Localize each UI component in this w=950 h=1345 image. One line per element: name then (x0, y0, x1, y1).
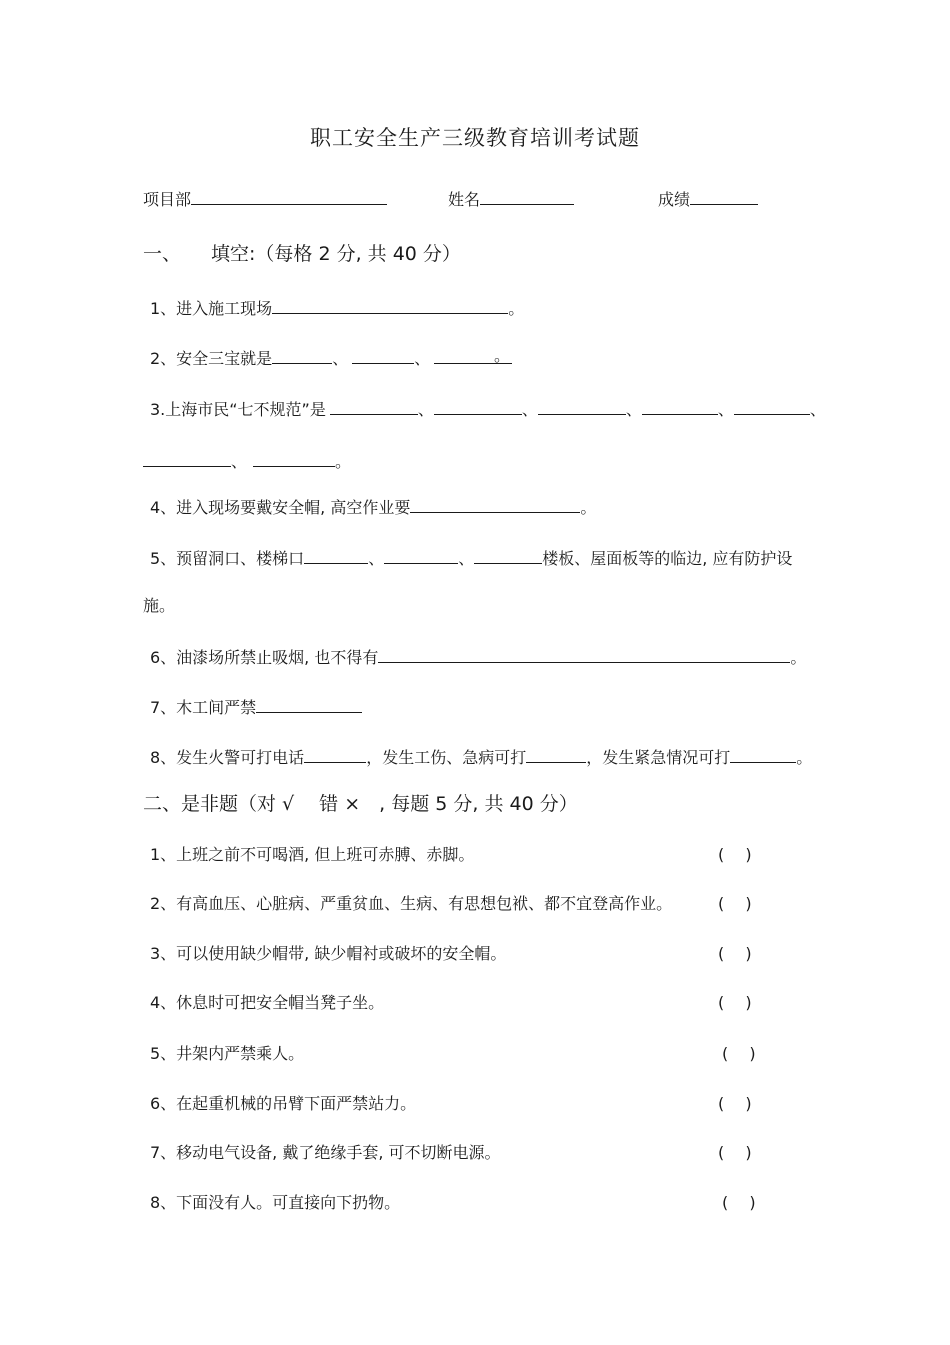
q2-sep: 、 (414, 349, 431, 368)
q4-end: 。 (580, 498, 597, 517)
q3-sep: 、 (521, 400, 538, 419)
q3-blank-1[interactable] (330, 397, 418, 415)
q1-text: 1、进入施工现场 (150, 299, 273, 318)
fill-question-7 (150, 695, 362, 718)
tf-answer-5[interactable]: ( ) (722, 1044, 756, 1063)
tf-question-4: 4、休息时可把安全帽当凳子坐。 (150, 993, 385, 1012)
q3-sep: 、 (625, 400, 642, 419)
q8-blank-3[interactable] (730, 745, 796, 763)
tf-answer-8[interactable]: ( ) (722, 1193, 756, 1212)
q2-blank-2[interactable] (352, 346, 414, 364)
q3-end: 。 (335, 452, 352, 471)
q1-blank[interactable] (272, 296, 508, 314)
q8-text-2: ，发生工伤、急病可打 (366, 748, 527, 767)
q3-text: 3.上海市民“七不规范”是 (150, 400, 326, 419)
q3-blank-7[interactable] (253, 449, 335, 467)
name-field (448, 187, 574, 210)
q3-blank-5[interactable] (734, 397, 810, 415)
q3-sep: 、 (717, 400, 734, 419)
q6-end: 。 (790, 648, 807, 667)
q6-blank[interactable] (378, 645, 790, 663)
name-label: 姓名 (448, 190, 481, 209)
fill-question-2 (150, 346, 512, 369)
q5-blank-1[interactable] (304, 546, 368, 564)
section1-number: 一、 (143, 243, 182, 265)
q3-blank-4[interactable] (642, 397, 718, 415)
q7-blank[interactable] (256, 695, 362, 713)
q8-blank-1[interactable] (304, 745, 366, 763)
q4-blank[interactable] (410, 495, 580, 513)
project-blank[interactable] (191, 187, 387, 205)
tf-question-8: 8、下面没有人。可直接向下扔物。 (150, 1193, 401, 1212)
q5-text-2: 楼板、屋面板等的临边, 应有防护设 (542, 549, 793, 568)
fill-question-4 (150, 495, 596, 518)
q5-blank-2[interactable] (384, 546, 458, 564)
q3-blank-3[interactable] (538, 397, 626, 415)
score-label: 成绩 (658, 190, 691, 209)
tf-answer-2[interactable]: ( ) (718, 894, 752, 913)
fill-question-3-cont (143, 449, 351, 472)
tf-question-6: 6、在起重机械的吊臂下面严禁站力。 (150, 1094, 417, 1113)
q8-text: 8、发生火警可打电话 (150, 748, 305, 767)
fill-question-3 (150, 397, 826, 420)
fill-question-5-cont: 施。 (143, 596, 176, 615)
q5-sep: 、 (458, 549, 475, 568)
q4-text: 4、进入现场要戴安全帽, 高空作业要 (150, 498, 411, 517)
exam-title: 职工安全生产三级教育培训考试题 (310, 126, 640, 150)
fill-question-1 (150, 296, 524, 319)
fill-question-8 (150, 745, 812, 768)
q8-text-3: ，发生紧急情况可打 (586, 748, 731, 767)
tf-question-5: 5、井架内严禁乘人。 (150, 1044, 305, 1063)
tf-question-2: 2、有高血压、心脏病、严重贫血、生病、有思想包袱、都不宜登高作业。 (150, 894, 673, 913)
q5-sep: 、 (368, 549, 385, 568)
q2-end: 。 (494, 346, 511, 365)
tf-question-1: 1、上班之前不可喝酒, 但上班可赤膊、赤脚。 (150, 845, 475, 864)
q5-blank-3[interactable] (474, 546, 542, 564)
name-blank[interactable] (480, 187, 574, 205)
q8-end: 。 (796, 748, 813, 767)
q3-sep: 、 (417, 400, 434, 419)
score-field (658, 187, 758, 210)
q5-text: 5、预留洞口、楼梯口 (150, 549, 305, 568)
section2-title: 二、是非题（对 √ 错 × , 每题 5 分, 共 40 分） (143, 793, 578, 815)
fill-question-5 (150, 546, 792, 569)
tf-question-7: 7、移动电气设备, 戴了绝缘手套, 可不切断电源。 (150, 1143, 501, 1162)
q6-text: 6、油漆场所禁止吸烟, 也不得有 (150, 648, 379, 667)
fill-question-6 (150, 645, 806, 668)
section1-title: 填空:（每格 2 分, 共 40 分） (211, 243, 461, 265)
q7-text: 7、木工间严禁 (150, 698, 257, 717)
q2-blank-1[interactable] (272, 346, 332, 364)
q2-sep: 、 (332, 349, 349, 368)
tf-question-3: 3、可以使用缺少帽带, 缺少帽衬或破坏的安全帽。 (150, 944, 507, 963)
q1-end: 。 (508, 299, 525, 318)
q8-blank-2[interactable] (526, 745, 586, 763)
tf-answer-7[interactable]: ( ) (718, 1143, 752, 1162)
q3-sep: 、 (231, 452, 248, 471)
q3-blank-2[interactable] (434, 397, 522, 415)
project-field (143, 187, 387, 210)
tf-answer-6[interactable]: ( ) (718, 1094, 752, 1113)
tf-answer-4[interactable]: ( ) (718, 993, 752, 1012)
project-label: 项目部 (143, 190, 192, 209)
q3-sep: 、 (809, 400, 826, 419)
q3-blank-6[interactable] (143, 449, 231, 467)
tf-answer-3[interactable]: ( ) (718, 944, 752, 963)
score-blank[interactable] (690, 187, 758, 205)
q2-text: 2、安全三宝就是 (150, 349, 273, 368)
tf-answer-1[interactable]: ( ) (718, 845, 752, 864)
